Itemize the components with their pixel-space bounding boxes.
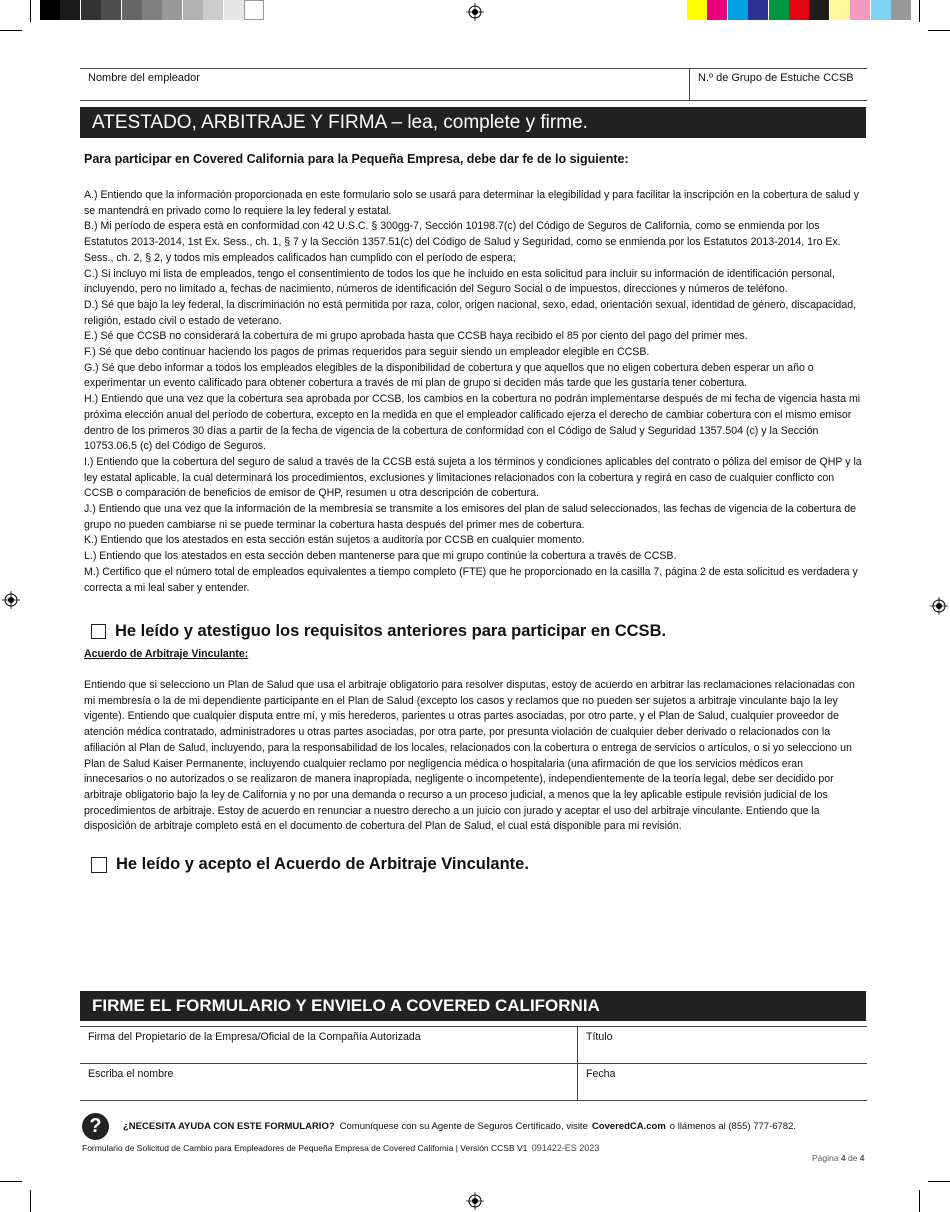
arbitration-checkbox-label: He leído y acepto el Acuerdo de Arbitraje Vinculante. <box>116 855 529 873</box>
attestation-item: F.) Sé que debo continuar haciendo los pagos de primas requeridos para seguir siendo un empleador elegible en CCSB. <box>84 346 650 359</box>
print-name-field[interactable] <box>80 1064 578 1100</box>
attest-checkbox[interactable] <box>91 624 106 639</box>
footer <box>82 1143 599 1153</box>
help-question: ¿NECESITA AYUDA CON ESTE FORMULARIO? <box>123 1121 335 1132</box>
attestation-item: A.) Entiendo que la información proporcionada en este formulario solo se usará para determinar la elegibilidad y para facilitar la inscripción en la cobertura de salud y se mantendrá en privado como lo requiere la ley federal y estatal. <box>84 189 859 217</box>
color-swatch <box>891 0 911 20</box>
registration-mark-icon <box>930 597 948 615</box>
page-of: de <box>847 1153 858 1163</box>
color-swatch <box>830 0 850 20</box>
arbitration-checkbox-row <box>91 855 529 874</box>
name-date-row <box>80 1064 867 1101</box>
color-swatch <box>40 0 60 20</box>
arbitration-text <box>84 678 864 835</box>
crop-mark <box>30 0 31 22</box>
section-title-sign: FIRME EL FORMULARIO Y ENVIELO A COVERED CALIFORNIA <box>80 991 866 1021</box>
attestation-item: H.) Entiendo que una vez que la cobertura sea aprobada por CCSB, los cambios en la cobertura no podrán implementarse después de mi fecha de vigencia hasta mi próxima elección anual del período de cobertura, excepto en la medida en que el empleador calificado ejerza el derecho de cambiar cobertura con el mismo emisor dentro de los primeros 30 días a partir de la fecha de vigencia de la cobertura de conformidad con el Código de Salud y Seguridad 1357.504 (c) y la Sección 10753.06.5 (c) del Código de Seguros. <box>84 393 861 453</box>
color-swatch <box>122 0 142 20</box>
date-label: Fecha <box>586 1068 616 1080</box>
footer-form-name: Formulario de Solicitud de Cambio para Empleadores de Pequeña Empresa de Covered California | Versión CCSB V1 <box>82 1143 528 1153</box>
page-total: 4 <box>859 1153 865 1163</box>
signature-label: Firma del Propietario de la Empresa/Oficial de la Compañía Autorizada <box>88 1031 421 1043</box>
attestation-item: J.) Entiendo que una vez que la información de la membresía se transmite a los emisores del plan de salud seleccionados, las fechas de vigencia de la cobertura de grupo no pueden cambiarse ni se puede terminar la cobertura hasta después del primer mes de cobertura. <box>84 503 857 531</box>
signature-table <box>80 1026 867 1100</box>
attestation-item: C.) Si incluyo mi lista de empleados, tengo el consentimiento de todos los que he incluido en esta solicitud para incluir su información de identificación personal, incluyendo, pero no limitado a, fechas de nacimiento, números de identificación del Seguro Social o de impuestos, direcciones y números de teléfono. <box>84 267 835 296</box>
group-number-label: N.º de Grupo de Estuche CCSB <box>698 72 854 84</box>
employer-name-field[interactable] <box>80 69 690 100</box>
attestation-item: G.) Sé que debo informar a todos los empleados elegibles de la disponibilidad de cobertura y que aquellos que no eligen cobertura deben esperar un año o experimentar un evento calificado para obtener cobertura a través de mi plan de grupo si deciden más tarde que les gustaría tener cobertura. <box>84 361 814 390</box>
arbitration-paragraph: Entiendo que si selecciono un Plan de Salud que usa el arbitraje obligatorio para resolver disputas, estoy de acuerdo en arbitrar las reclamaciones relacionadas con mi membresía o la de mi dependiente participante en el Plan de Salud (excepto los casos y reclamos que no pueden ser sujetos a arbitraje vinculante bajo la ley vigente). Entiendo que cualquier disputa entre mí, y mis herederos, parientes u otras partes asociadas, por otro parte, y el Plan de Salud, cualquier proveedor de atención médica contratado, administradores u otras partes asociadas, por otra parte, por presunta violación de cualquier deber derivado o relacionados con la afiliación al Plan de Salud, incluyendo, para la responsabilidad de los locales, relacionados con la cobertura o entrega de servicios o artículos, o si yo selecciono un Plan de Salud Kaiser Permanente, incluyendo cualquier reclamo por negligencia médica o hospitalaria (una afirmación de que los servicios médicos eran innecesarios o no autorizados o se realizaron de manera inapropiada, negligente o incompetente), independientemente de la teoría legal, debe ser decidido por arbitraje obligatorio bajo la ley de California y no por una demanda o recurso a un proceso judicial, a menos que la ley aplicable estipule revisión judicial de los procedimientos de arbitraje. Estoy de acuerdo en renunciar a nuestro derecho a un juicio con jurado y aceptar el uso del arbitraje vinculante. Entiendo que la disposición de arbitraje completo está en el documento de cobertura del Plan de Salud, el cual está disponible para mi revisión. <box>84 679 855 833</box>
color-swatch <box>60 0 80 20</box>
attestation-item: B.) Mi período de espera está en conformidad con 42 U.S.C. § 300gg-7, Sección 10198.7(c) del Código de Seguros de California, como se enmienda por los Estatutos 2013-2014, 1st Ex. Sess., ch. 1, § 7 y la Sección 1357.51(c) del Código de Salud y Seguridad, como se enmienda por los Estatutos 2013-2014, 1ro Ex. Sess., ch. 2, § 2, y todos mis empleados calificados han cumplido con el período de espera; <box>84 220 841 264</box>
help-question-icon: ? <box>82 1113 109 1140</box>
arbitration-heading: Acuerdo de Arbitraje Vinculante: <box>84 648 249 660</box>
color-swatch <box>101 0 121 20</box>
crop-mark <box>0 30 22 31</box>
color-swatch <box>183 0 203 20</box>
crop-mark <box>919 0 920 22</box>
attestation-item: M.) Certifico que el número total de empleados equivalentes a tiempo completo (FTE) que he proporcionado en la casilla 7, página 2 de esta solicitud es verdadera y correcta a mi leal saber y entender. <box>84 565 858 594</box>
color-swatch <box>707 0 727 20</box>
page-label: Página <box>812 1153 839 1163</box>
help-line <box>82 1113 796 1140</box>
footer-version-code: 091422-ES 2023 <box>531 1143 600 1153</box>
help-website-link[interactable]: CoveredCA.com <box>591 1121 666 1132</box>
signature-row <box>80 1027 867 1064</box>
attestation-intro: Para participar en Covered California para la Pequeña Empresa, debe dar fe de lo siguiente: <box>84 152 629 166</box>
registration-mark-icon <box>466 1192 484 1210</box>
crop-mark <box>928 30 950 31</box>
attest-checkbox-row <box>91 622 666 641</box>
color-swatch <box>748 0 768 20</box>
gray-color-bar <box>40 0 264 20</box>
employer-name-label: Nombre del empleador <box>88 72 200 84</box>
crop-mark <box>0 1181 22 1182</box>
color-swatch <box>809 0 829 20</box>
page-current: 4 <box>840 1153 846 1163</box>
color-swatch <box>728 0 748 20</box>
employer-header-row <box>80 68 867 101</box>
registration-mark-icon <box>466 3 484 21</box>
title-label: Título <box>586 1031 613 1043</box>
color-swatch <box>687 0 707 20</box>
color-swatch <box>789 0 809 20</box>
signature-field[interactable] <box>80 1027 578 1063</box>
title-field[interactable] <box>578 1027 867 1063</box>
color-swatch <box>769 0 789 20</box>
registration-mark-icon <box>2 591 20 609</box>
color-swatch <box>850 0 870 20</box>
attestation-item: I.) Entiendo que la cobertura del seguro de salud a través de la CCSB está sujeta a los términos y condiciones aplicables del contrato o póliza del emisor de QHP y la ley estatal aplicable, la cual determinará los procedimientos, exclusiones y limitaciones relacionados con la cobertura y regirá en caso de cualquier conflicto con CCSB o comparación de beneficios de emisor de QHP, resumen u otra descripción de cobertura. <box>84 455 862 500</box>
crop-mark <box>928 1181 950 1182</box>
color-swatch <box>871 0 891 20</box>
attestation-item: L.) Entiendo que los atestados en esta sección deben mantenerse para que mi grupo continúe la cobertura a través de CCSB. <box>84 550 677 563</box>
crop-mark <box>919 1190 920 1212</box>
page-number <box>812 1153 865 1163</box>
attest-checkbox-label: He leído y atestiguo los requisitos anteriores para participar en CCSB. <box>115 622 667 640</box>
color-swatch <box>142 0 162 20</box>
color-swatch <box>244 0 264 20</box>
date-field[interactable] <box>578 1064 867 1100</box>
print-name-label: Escriba el nombre <box>88 1068 174 1080</box>
color-swatch <box>224 0 244 20</box>
arbitration-checkbox[interactable] <box>91 857 107 873</box>
color-bar <box>687 0 911 20</box>
attestation-list <box>84 188 864 596</box>
color-swatch <box>81 0 101 20</box>
help-text-after: o llámenos al (855) 777-6782. <box>669 1121 796 1132</box>
attestation-item: E.) Sé que CCSB no considerará la cobertura de mi grupo aprobada hasta que CCSB haya recibido el 85 por ciento del pago del primer mes. <box>84 330 748 343</box>
group-number-field[interactable] <box>690 69 867 100</box>
section-title-attestation: ATESTADO, ARBITRAJE Y FIRMA – lea, complete y firme. <box>80 107 866 138</box>
color-swatch <box>162 0 182 20</box>
attestation-item: D.) Sé que bajo la ley federal, la discriminación no está permitida por raza, color, origen nacional, sexo, edad, orientación sexual, identidad de género, discapacidad, religión, estado civil o estado de veterano. <box>84 298 857 327</box>
crop-mark <box>30 1190 31 1212</box>
help-text-before: Comuníquese con su Agente de Seguros Certificado, visite <box>339 1121 588 1132</box>
attestation-item: K.) Entiendo que los atestados en esta sección están sujetos a auditoría por CCSB en cualquier momento. <box>84 534 585 547</box>
color-swatch <box>203 0 223 20</box>
